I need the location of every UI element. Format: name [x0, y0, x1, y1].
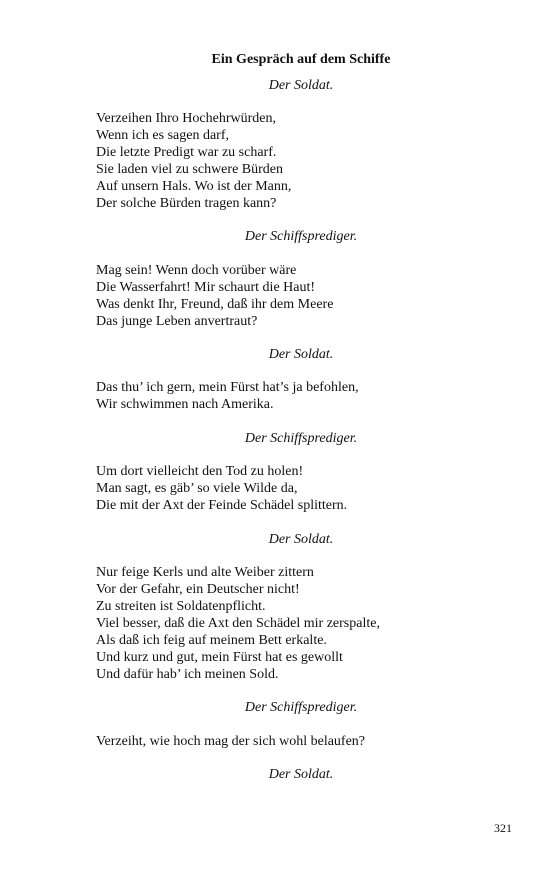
- stanza: [96, 110, 506, 212]
- verse-line: Verzeiht, wie hoch mag der sich wohl belaufen?: [96, 734, 366, 749]
- stanza: [96, 379, 506, 413]
- verse-line: Der solche Bürden tragen kann?: [96, 196, 277, 211]
- verse-line: Verzeihen Ihro Hochehrwürden,: [96, 111, 276, 126]
- verse-line: Mag sein! Wenn doch vorüber wäre: [96, 263, 297, 278]
- verse-line: Man sagt, es gäb’ so viele Wilde da,: [96, 481, 298, 496]
- speaker-label: Der Schiffsprediger.: [244, 700, 358, 715]
- verse-line: Die mit der Axt der Feinde Schädel splittern.: [96, 498, 348, 513]
- speaker-label: Der Soldat.: [268, 767, 334, 782]
- stanza: [96, 733, 506, 750]
- speaker-label: Der Schiffsprediger.: [244, 229, 358, 244]
- verse-line: Nur feige Kerls und alte Weiber zittern: [96, 565, 314, 580]
- verse-line: Und kurz und gut, mein Fürst hat es gewollt: [96, 650, 343, 665]
- stanza: [96, 564, 506, 683]
- verse-line: Vor der Gefahr, ein Deutscher nicht!: [96, 582, 300, 597]
- stanza: [96, 463, 506, 514]
- verse-line: Auf unsern Hals. Wo ist der Mann,: [96, 179, 292, 194]
- verse-line: Die letzte Predigt war zu scharf.: [96, 145, 277, 160]
- verse-line: Um dort vielleicht den Tod zu holen!: [96, 464, 304, 479]
- verse-line: Die Wasserfahrt! Mir schaurt die Haut!: [96, 280, 316, 295]
- verse-line: Viel besser, daß die Axt den Schädel mir zerspalte,: [96, 616, 380, 631]
- speaker-label: Der Soldat.: [268, 532, 334, 547]
- verse-line: Das thu’ ich gern, mein Fürst hat’s ja befohlen,: [96, 380, 359, 395]
- verse-line: Wenn ich es sagen darf,: [96, 128, 229, 143]
- verse-line: Wir schwimmen nach Amerika.: [96, 397, 274, 412]
- verse-line: Zu streiten ist Soldatenpflicht.: [96, 599, 266, 614]
- page-number: 321: [494, 821, 512, 835]
- verse-line: Sie laden viel zu schwere Bürden: [96, 162, 283, 177]
- verse-line: Als daß ich feig auf meinem Bett erkalte.: [96, 633, 327, 648]
- verse-line: Was denkt Ihr, Freund, daß ihr dem Meere: [96, 297, 334, 312]
- poem-title: Ein Gespräch auf dem Schiffe: [211, 52, 391, 67]
- speaker-label: Der Schiffsprediger.: [244, 431, 358, 446]
- verse-line: Und dafür hab’ ich meinen Sold.: [96, 667, 279, 682]
- speaker-label: Der Soldat.: [268, 347, 334, 362]
- verse-line: Das junge Leben anvertraut?: [96, 314, 258, 329]
- speaker-label: Der Soldat.: [268, 78, 334, 93]
- document-page: [96, 0, 506, 880]
- stanza: [96, 262, 506, 330]
